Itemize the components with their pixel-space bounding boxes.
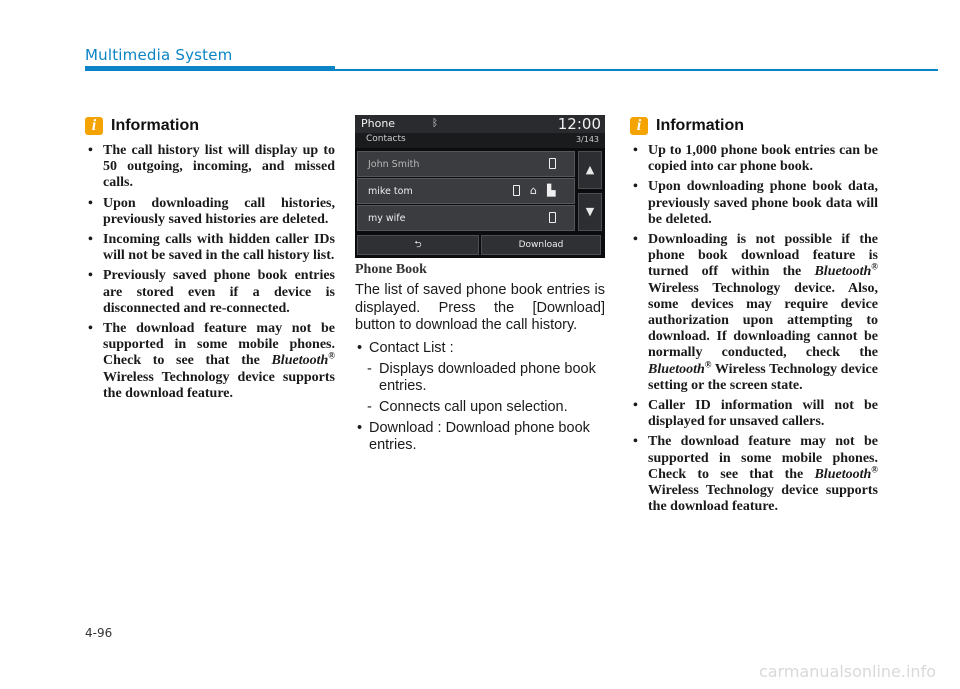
list-item: • Contact List : [357, 340, 454, 356]
list-item: • Up to 1,000 phone book entries can be copied into car phone book. [630, 143, 878, 175]
contact-row[interactable] [357, 205, 575, 231]
list-item: • Incoming calls with hidden caller IDs will not be saved in the call history list. [85, 232, 335, 264]
download-button[interactable]: Download [481, 235, 601, 255]
mobile-phone-icon [549, 212, 556, 223]
watermark: carmanualsonline.info [758, 662, 936, 681]
contact-name: mike tom [368, 186, 413, 197]
info-icon: i [630, 117, 648, 135]
back-arrow-icon: ⮌ [414, 240, 422, 250]
contacts-label: Contacts [366, 134, 406, 144]
phone-book-title: Phone Book [355, 262, 427, 277]
list-subitem: - Displays downloaded phone book entries. [355, 361, 605, 395]
mobile-phone-icon [513, 185, 520, 196]
home-icon: ⌂ [530, 184, 537, 197]
screen-title-bar [355, 115, 605, 133]
mobile-phone-icon [549, 158, 556, 169]
screen-subheader [355, 133, 605, 148]
scroll-down-button[interactable]: ▼ [578, 193, 602, 231]
bluetooth-icon: ᛒ [432, 118, 438, 129]
screen-title: Phone [361, 117, 396, 130]
list-item: • Download : Download phone book entries. [357, 420, 590, 453]
info-icon: i [85, 117, 103, 135]
list-item: • The download feature may not be supported in some mobile phones. Check to see that the Bluetooth® Wireless Technology device supports the download feature. [85, 321, 335, 402]
office-icon: ▙ [547, 184, 556, 197]
list-subitem: - Connects call upon selection. [355, 399, 605, 416]
list-item: • The download feature may not be supported in some mobile phones. Check to see that the Bluetooth® Wireless Technology device supports the download feature. [630, 434, 878, 515]
left-info-heading [85, 117, 199, 135]
phone-book-screen [355, 115, 605, 258]
left-info-list [85, 143, 335, 406]
section-header-title: Multimedia System [85, 46, 233, 64]
contact-row[interactable] [357, 178, 575, 204]
phone-book-description: The list of saved phone book entries is displayed. Press the [Download] button to download the call history. [355, 282, 605, 334]
contact-name: John Smith [368, 159, 420, 170]
right-info-heading-text: Information [656, 117, 744, 134]
back-button[interactable] [357, 235, 479, 255]
list-item: • Caller ID information will not be displayed for unsaved callers. [630, 398, 878, 430]
clock: 12:00 [557, 115, 601, 133]
page-number: 4-96 [85, 626, 113, 640]
contact-row[interactable] [357, 151, 575, 177]
list-item: • Previously saved phone book entries are stored even if a device is disconnected and re-connected. [85, 268, 335, 317]
right-info-heading [630, 117, 744, 135]
list-item: • The call history list will display up to 50 outgoing, incoming, and missed calls. [85, 143, 335, 192]
header-rule-thin [335, 69, 938, 71]
header-rule-thick [85, 66, 335, 71]
right-info-list [630, 143, 878, 519]
phone-book-list [355, 340, 605, 454]
list-item: • Upon downloading call histories, previously saved histories are deleted. [85, 196, 335, 228]
contacts-count: 3/143 [575, 135, 599, 144]
left-info-heading-text: Information [111, 117, 199, 134]
list-item: • Upon downloading phone book data, previously saved phone book data will be deleted. [630, 179, 878, 228]
scroll-up-button[interactable]: ▲ [578, 151, 602, 189]
contact-name: my wife [368, 213, 406, 224]
list-item: • Downloading is not possible if the phone book download feature is turned off within the Bluetooth® Wireless Technology device. Also, some devices may require device authorization upon attempting to download. If downloading cannot be normally conducted, check the Bluetooth® Wireless Technology device setting or the screen state. [630, 232, 878, 394]
